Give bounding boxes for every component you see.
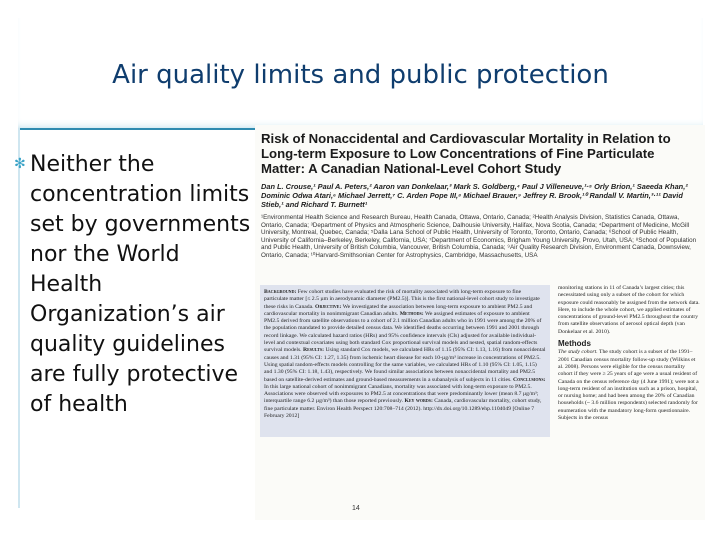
asterisk-bullet-icon: ✻ [14,156,26,172]
abstract-keywords: Canada, cardiovascular mortality, cohort study, fine particulate matter. Environ Health Perspect 120:708–714 (2012). http://dx.doi.org/10.1289/ehp.1104049 [Online 7 February 2012] [264,398,542,420]
abstract-methods: We assigned estimates of exposure to ambient PM2.5 derived from satellite observations to a cohort of 2.1 million Canadian adults who in 1991 were among the 20% of the population mandated to provide detailed census data. We identified deaths occurring between 1991 and 2001 through record linkage. We calculated hazard ratios (HRs) and 95% confidence intervals (CIs) adjusted for available individual-level and contextual covariates using both standard Cox proportional survival models and nested, spatial random-effects survival models. [264,310,542,354]
bullet-text: Neither the concentration limits set by governments nor the World Health Organization’s air quality guidelines are fully protective of health [30,152,251,417]
paper-right-column [558,285,700,422]
abstract-results: Using standard Cox models, we calculated HRs of 1.15 (95% CI: 1.13, 1.16) from nonaccidental causes and 1.31 (95% CI: 1.27, 1.35) from ischemic heart disease for each 10-µg/m³ increase in concentrations of PM2.5. Using spatial random-effects models controlling for the same variables, we calculated HRs of 1.10 (95% CI: 1.05, 1.15) and 1.30 (95% CI: 1.18, 1.43), respectively. We found similar associations between nonaccidental mortality and PM2.5 based on satellite-derived estimates and ground-based measurements in a subanalysis of subjects in 11 cities. [264,347,546,383]
left-divider [18,128,20,508]
abstract-conclusions: In this large national cohort of nonimmigrant Canadians, mortality was associated with long-term exposure to PM2.5. Associations were observed with exposures to PM2.5 at concentrations that were predominantly lower (mean 8.7 µg/m³; interquartile range 6.2 µg/m³) than those reported previously. [264,383,539,405]
title-band [18,18,703,130]
bullet-item [14,150,255,420]
methods-body [558,349,700,422]
methods-text: The study cohort is a subset of the 1991–2001 Canadian census mortality follow-up study (Wilkins et al. 2008). Persons were eligible for the census mortality cohort if they were ≥ 25 years of age were a usual resident of Canada on the census reference day (4 June 1991); were not a long-term resident of an institution such as a prison, hospital, or nursing home; and had been among the 20% of Canadian households (~ 3.6 million respondents) selected randomly for enumeration with the mandatory long-form questionnaire. Subjects in the census [558,349,699,422]
paper-affiliations: ¹Environmental Health Science and Research Bureau, Health Canada, Ottawa, Ontario, Canada; ²Health Analysis Division, Statistics Canada, Ottawa, Ontario, Canada; ³Department of Physics and Atmospheric Science, Dalhousie University, Halifax, Nova Scotia, Canada; ⁴Department of Medicine, McGill University, Montreal, Quebec, Canada; ⁵Dalla Lana School of Public Health, University of Toronto, Toronto, Ontario, Canada; ⁶School of Public Health, University of California–Berkeley, Berkeley, California, USA; ⁷Department of Economics, Brigham Young University, Provo, Utah, USA; ⁸School of Population and Public Health, University of British Columbia, Vancouver, British Columbia, Canada; ⁹Air Quality Research Division, Environment Canada, Downsview, Ontario, Canada; ¹⁰Harvard-Smithsonian Center for Astrophysics, Cambridge, Massachusetts, USA [261,214,697,259]
methods-subheading: The study cohort. [558,349,598,356]
abstract-keywords-label: Key words: [404,398,433,405]
right-intro-text: monitoring stations in 11 of Canada’s largest cities; this necessitated using only a subset of the cohort for which exposure could reasonably be assigned from the network data. Here, to include the whole cohort, we applied estimates of concentrations of ground-level PM2.5 throughout the country from satellite observations of aerosol optical depth (van Donkelaar et al. 2010). [558,285,700,335]
abstract-background-label: Background: [264,289,297,295]
page-number: 14 [352,505,360,512]
paper-title: Risk of Nonaccidental and Cardiovascular Mortality in Relation to Long-term Exposure to Low Concentrations of Fine Particulate Matter: A Canadian National-Level Cohort Study [261,131,671,176]
abstract-results-label: Results: [303,347,325,354]
slide-title: Air quality limits and public protection [112,60,609,90]
abstract-background: Few cohort studies have evaluated the risk of mortality associated with long-term exposure to fine particulate matter [≤ 2.5 µm in aerodynamic diameter (PM2.5)]. This is the first national-level cohort study to investigate these risks in Canada. [264,289,540,310]
abstract-methods-label: Methods: [399,310,424,317]
abstract-conclusions-label: Conclusions: [513,376,546,383]
methods-heading: Methods [558,339,591,349]
paper-abstract [260,285,550,437]
abstract-objective-label: Objective: [315,303,342,310]
paper-excerpt [255,125,705,520]
abstract-objective: We investigated the association between long-term exposure to ambient PM2.5 and cardiovascular mortality in nonimmigrant Canadian adults. [264,303,533,317]
paper-authors: Dan L. Crouse,¹ Paul A. Peters,² Aaron van Donkelaar,³ Mark S. Goldberg,⁴ Paul J Villeneuve,¹·⁵ Orly Brion,¹ Saeeda Khan,² Dominic Odwa Atari,⁶ Michael Jerrett,⁷ C. Arden Pope III,⁸ Michael Brauer,⁹ Jeffrey R. Brook,¹⁰ Randall V. Martin,³·¹¹ David Stieb,¹ and Richard T. Burnett¹ [261,182,688,209]
